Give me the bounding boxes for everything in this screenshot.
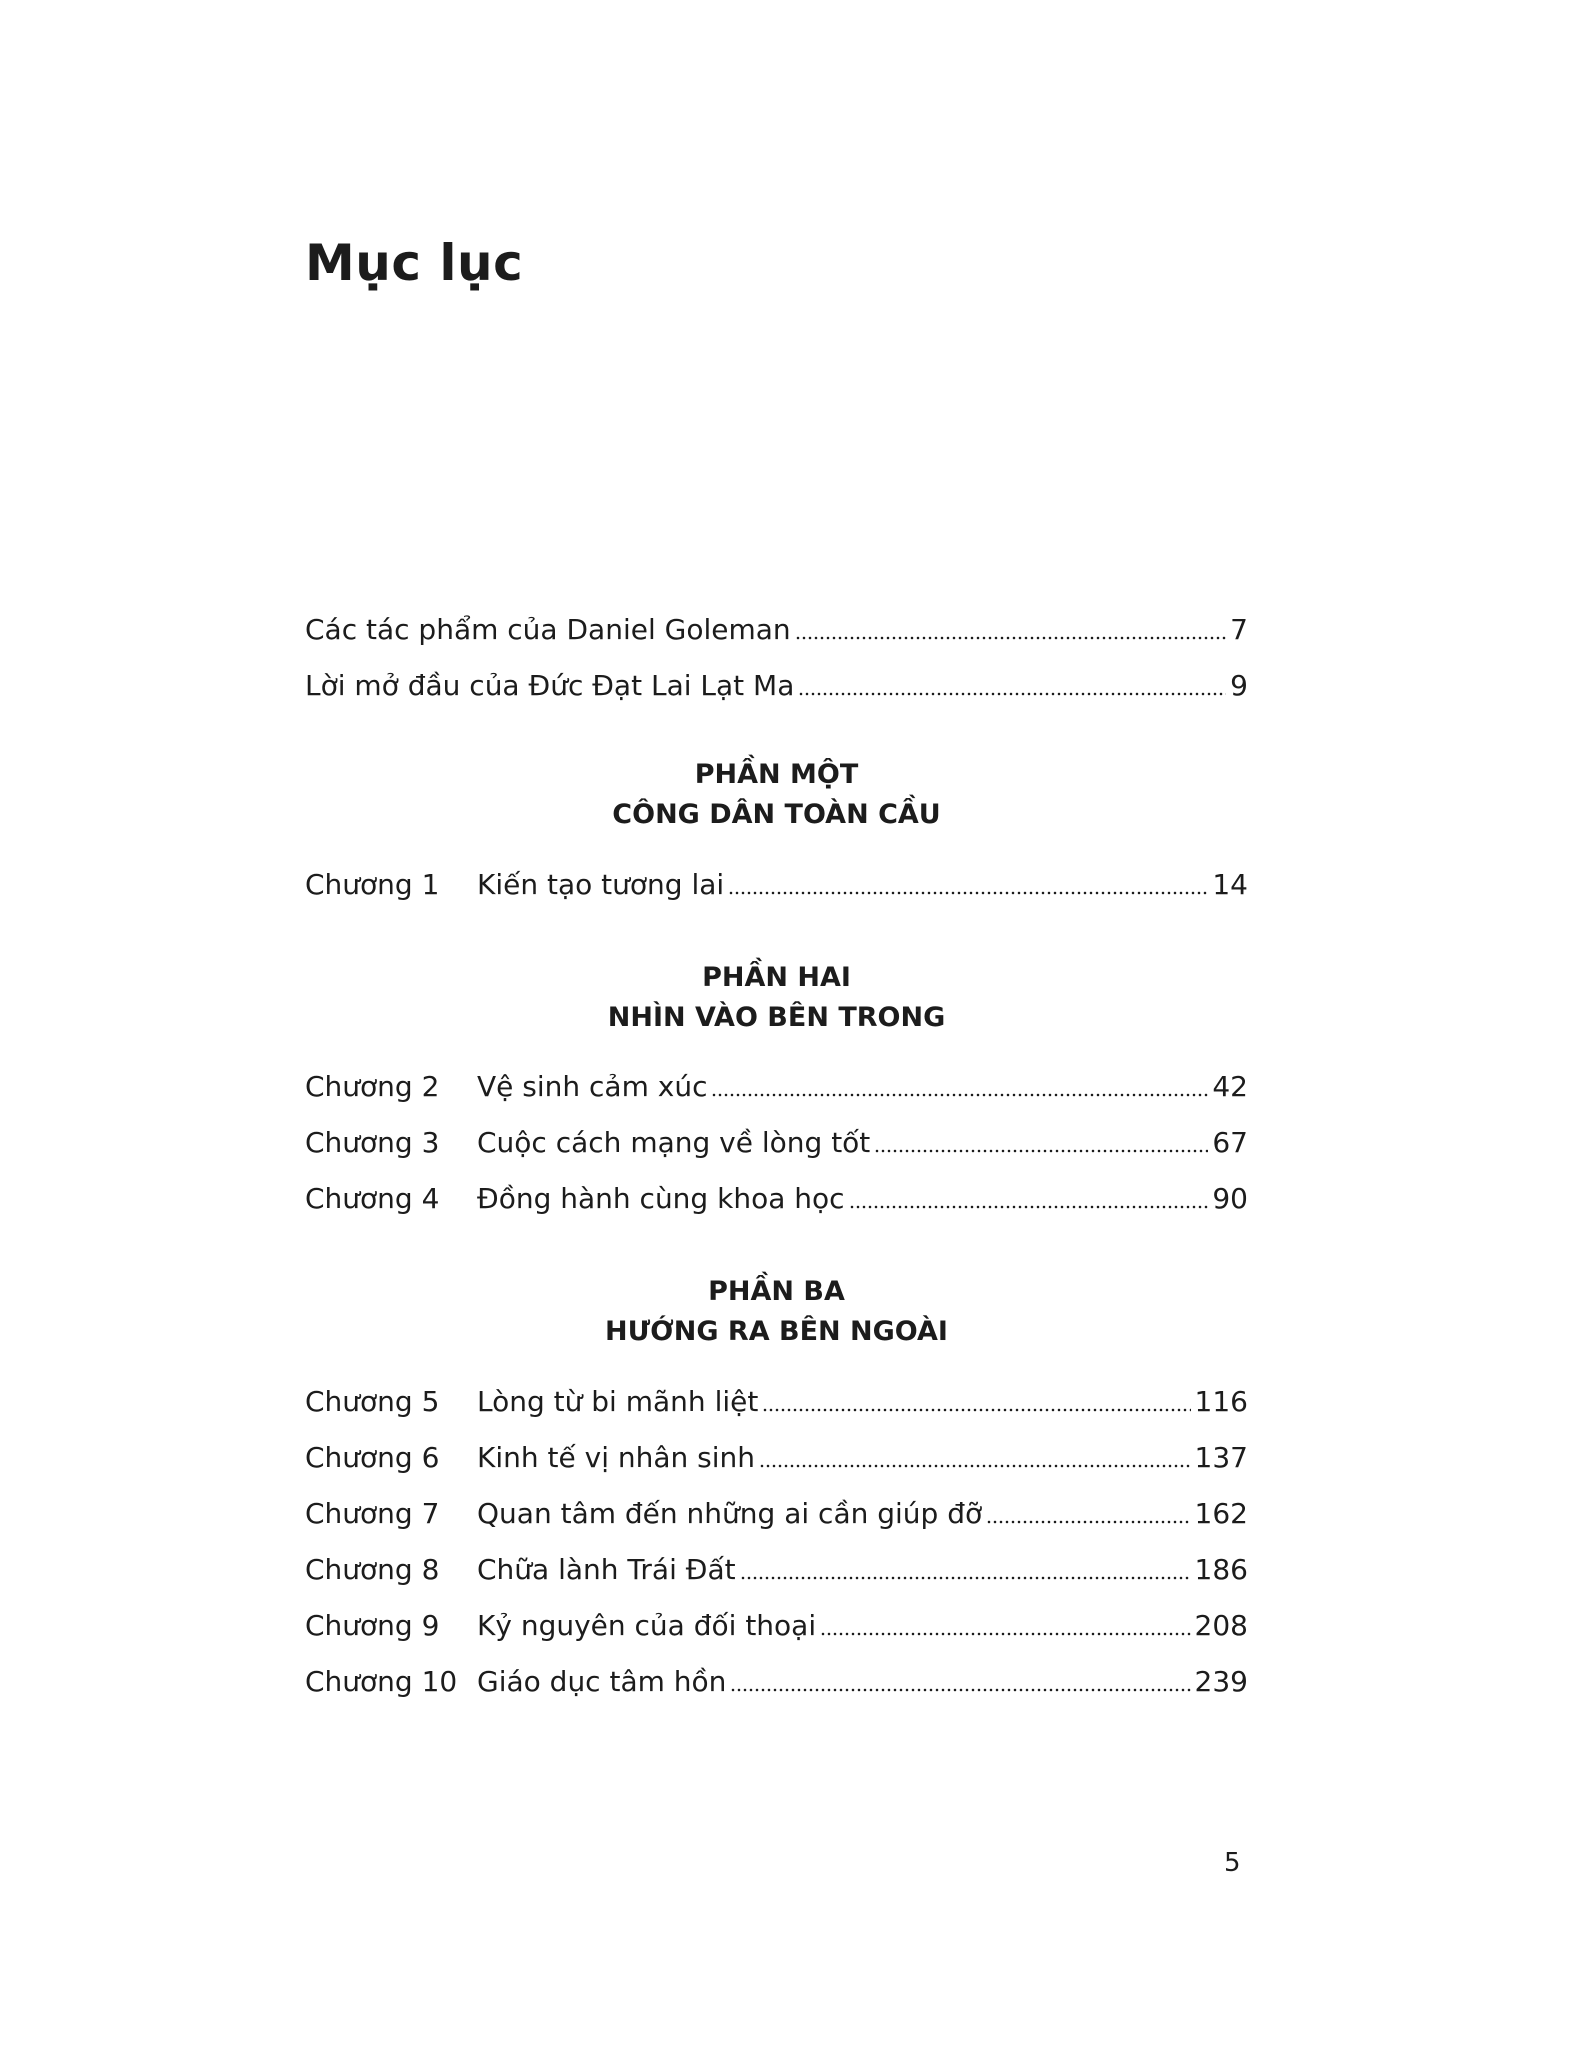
chapter-page: 116 bbox=[1194, 1384, 1248, 1418]
dot-leader bbox=[849, 1182, 1209, 1210]
part-label: PHẦN MỘT bbox=[694, 759, 859, 790]
toc-entry-chapter-7[interactable] bbox=[305, 1474, 1248, 1530]
chapter-title: Cuộc cách mạng về lòng tốt bbox=[477, 1125, 871, 1159]
chapter-page: 239 bbox=[1194, 1664, 1248, 1698]
chapter-number: Chương 9 bbox=[305, 1608, 440, 1642]
chapter-title: Kiến tạo tương lai bbox=[477, 867, 725, 901]
toc-entry-chapter-10[interactable] bbox=[305, 1642, 1248, 1698]
dot-leader bbox=[740, 1553, 1191, 1581]
part-label: PHẦN HAI bbox=[702, 962, 851, 993]
toc-entry-front-matter[interactable] bbox=[305, 590, 1248, 646]
part-two-chapter-list bbox=[305, 1047, 1248, 1215]
chapter-number: Chương 1 bbox=[305, 867, 440, 901]
chapter-number: Chương 7 bbox=[305, 1496, 440, 1530]
chapter-title: Giáo dục tâm hồn bbox=[477, 1664, 727, 1698]
part-heading-two bbox=[305, 958, 1248, 1038]
toc-entry-chapter-8[interactable] bbox=[305, 1530, 1248, 1586]
page-title: Mục lục bbox=[305, 234, 524, 292]
dot-leader bbox=[728, 868, 1208, 896]
chapter-number: Chương 10 bbox=[305, 1664, 458, 1698]
chapter-number: Chương 2 bbox=[305, 1069, 440, 1103]
chapter-number: Chương 5 bbox=[305, 1384, 440, 1418]
chapter-page: 90 bbox=[1212, 1181, 1248, 1215]
dot-leader bbox=[986, 1497, 1190, 1525]
chapter-title: Kỷ nguyên của đối thoại bbox=[477, 1608, 817, 1642]
chapter-title: Kinh tế vị nhân sinh bbox=[477, 1440, 756, 1474]
toc-entry-chapter-2[interactable] bbox=[305, 1047, 1248, 1103]
toc-entry-chapter-9[interactable] bbox=[305, 1586, 1248, 1642]
dot-leader bbox=[798, 669, 1226, 697]
chapter-page: 14 bbox=[1212, 867, 1248, 901]
toc-entry-foreword[interactable] bbox=[305, 646, 1248, 702]
toc-entry-chapter-1[interactable] bbox=[305, 845, 1248, 901]
chapter-title: Chữa lành Trái Đất bbox=[477, 1552, 736, 1586]
chapter-page: 137 bbox=[1194, 1440, 1248, 1474]
page-number: 5 bbox=[1224, 1848, 1241, 1878]
chapter-number: Chương 4 bbox=[305, 1181, 440, 1215]
dot-leader bbox=[762, 1385, 1190, 1413]
toc-entry-chapter-6[interactable] bbox=[305, 1418, 1248, 1474]
chapter-title: Lòng từ bi mãnh liệt bbox=[477, 1384, 759, 1418]
toc-entry-chapter-5[interactable] bbox=[305, 1362, 1248, 1418]
front-matter-list bbox=[305, 590, 1248, 702]
dot-leader bbox=[759, 1441, 1191, 1469]
toc-entry-page: 7 bbox=[1230, 612, 1248, 646]
chapter-number: Chương 6 bbox=[305, 1440, 440, 1474]
dot-leader bbox=[820, 1609, 1190, 1637]
dot-leader bbox=[795, 613, 1227, 641]
dot-leader bbox=[730, 1665, 1190, 1693]
chapter-page: 67 bbox=[1212, 1125, 1248, 1159]
dot-leader bbox=[711, 1070, 1208, 1098]
chapter-number: Chương 8 bbox=[305, 1552, 440, 1586]
toc-entry-chapter-4[interactable] bbox=[305, 1159, 1248, 1215]
chapter-page: 42 bbox=[1212, 1069, 1248, 1103]
chapter-number: Chương 3 bbox=[305, 1125, 440, 1159]
chapter-page: 186 bbox=[1194, 1552, 1248, 1586]
toc-entry-chapter-3[interactable] bbox=[305, 1103, 1248, 1159]
chapter-page: 208 bbox=[1194, 1608, 1248, 1642]
part-three-chapter-list bbox=[305, 1362, 1248, 1698]
chapter-title: Vệ sinh cảm xúc bbox=[477, 1069, 708, 1103]
dot-leader bbox=[874, 1126, 1208, 1154]
part-title: CÔNG DÂN TOÀN CẦU bbox=[612, 799, 941, 830]
chapter-title: Đồng hành cùng khoa học bbox=[477, 1181, 845, 1215]
toc-entry-title: Lời mở đầu của Đức Đạt Lai Lạt Ma bbox=[305, 668, 795, 702]
chapter-page: 162 bbox=[1194, 1496, 1248, 1530]
chapter-title: Quan tâm đến những ai cần giúp đỡ bbox=[477, 1496, 983, 1530]
toc-entry-page: 9 bbox=[1230, 668, 1248, 702]
part-one-chapter-list bbox=[305, 845, 1248, 901]
part-title: HƯỚNG RA BÊN NGOÀI bbox=[605, 1316, 948, 1347]
part-heading-one bbox=[305, 755, 1248, 835]
part-label: PHẦN BA bbox=[708, 1276, 845, 1307]
toc-entry-title: Các tác phẩm của Daniel Goleman bbox=[305, 612, 791, 646]
part-heading-three bbox=[305, 1272, 1248, 1352]
part-title: NHÌN VÀO BÊN TRONG bbox=[607, 1002, 946, 1033]
